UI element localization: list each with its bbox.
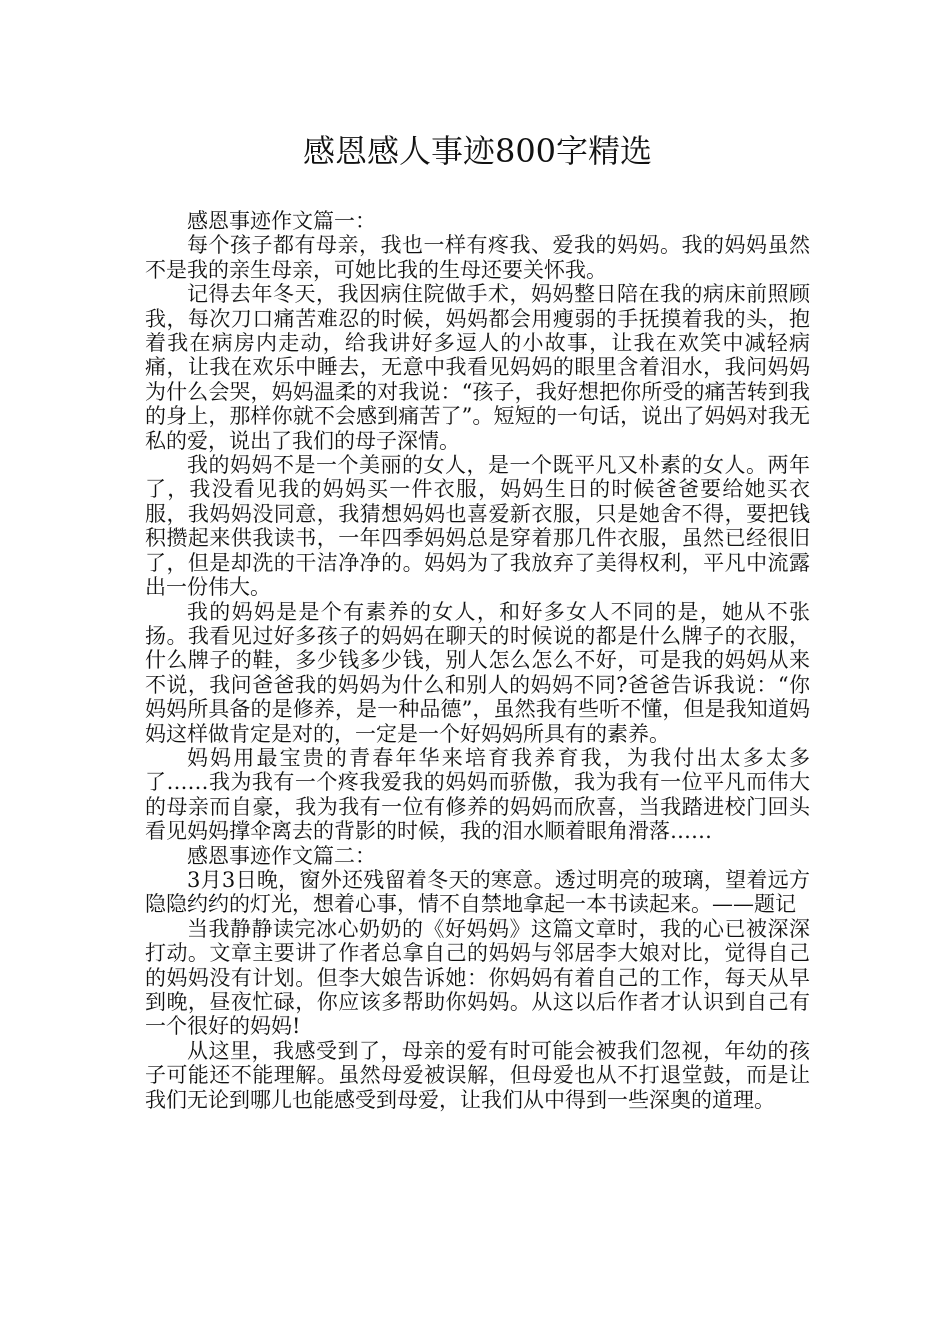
document-body: [145, 209, 810, 1112]
paragraph: 当我静静读完冰心奶奶的《好妈妈》这篇文章时，我的心已被深深打动。文章主要讲了作者总拿自己的妈妈与邻居李大娘对比，觉得自己的妈妈没有计划。但李大娘告诉她：你妈妈有着自己的工作，每天从早到晚，昼夜忙碌，你应该多帮助你妈妈。从这以后作者才认识到自己有一个很好的妈妈!: [145, 916, 810, 1039]
paragraph-heading-2: 感恩事迹作文篇二：: [187, 843, 376, 868]
paragraph: 妈妈用最宝贵的青春年华来培育我养育我，为我付出太多太多了……我为我有一个疼我爱我的妈妈而骄傲，我为我有一位平凡而伟大的母亲而自豪，我为我有一位有修养的妈妈而欣喜，当我踏进校门回头看见妈妈撑伞离去的背影的时候，我的泪水顺着眼角滑落……: [145, 745, 810, 844]
paragraph-heading-1: 感恩事迹作文篇一：: [187, 209, 376, 233]
paragraph: 我的妈妈是是个有素养的女人，和好多女人不同的是，她从不张扬。我看见过好多孩子的妈妈在聊天的时候说的都是什么牌子的衣服，什么牌子的鞋，多少钱多少钱，别人怎么怎么不好，可是我的妈妈从来不说，我问爸爸我的妈妈为什么和别人的妈妈不同?爸爸告诉我说：“你妈妈所具备的是修养，是一种品德”，虽然我有些听不懂，但是我知道妈妈这样做肯定是对的，一定是一个好妈妈所具有的素养。: [145, 599, 810, 746]
paragraph: 记得去年冬天，我因病住院做手术，妈妈整日陪在我的病床前照顾我，每次刀口痛苦难忍的时候，妈妈都会用瘦弱的手抚摸着我的头，抱着我在病房内走动，给我讲好多逗人的小故事，让我在欢笑中减轻病痛，让我在欢乐中睡去，无意中我看见妈妈的眼里含着泪水，我问妈妈为什么会哭，妈妈温柔的对我说：“孩子，我好想把你所受的痛苦转到我的身上，那样你就不会感到痛苦了”。短短的一句话，说出了妈妈对我无私的爱，说出了我们的母子深情。: [145, 282, 810, 453]
paragraph: 从这里，我感受到了，母亲的爱有时可能会被我们忽视，年幼的孩子可能还不能理解。虽然母爱被误解，但母爱也从不打退堂鼓，而是让我们无论到哪儿也能感受到母爱，让我们从中得到一些深奥的道理。: [145, 1038, 810, 1112]
document-page: [145, 125, 810, 1112]
document-title: 感恩感人事迹800字精选: [302, 132, 653, 170]
paragraph: 每个孩子都有母亲，我也一样有疼我、爱我的妈妈。我的妈妈虽然不是我的亲生母亲，可她比我的生母还要关怀我。: [145, 233, 810, 282]
paragraph: 我的妈妈不是一个美丽的女人，是一个既平凡又朴素的女人。两年了，我没看见我的妈妈买一件衣服，妈妈生日的时候爸爸要给她买衣服，我妈妈没同意，我猜想妈妈也喜爱新衣服，只是她舍不得，要把钱积攒起来供我读书，一年四季妈妈总是穿着那几件衣服，虽然已经很旧了，但是却洗的干洁净净的。妈妈为了我放弃了美得权利，平凡中流露出一份伟大。: [145, 453, 810, 600]
paragraph: 3月3日晚，窗外还残留着冬天的寒意。透过明亮的玻璃，望着远方隐隐约约的灯光，想着心事，情不自禁地拿起一本书读起来。——题记: [145, 867, 810, 917]
